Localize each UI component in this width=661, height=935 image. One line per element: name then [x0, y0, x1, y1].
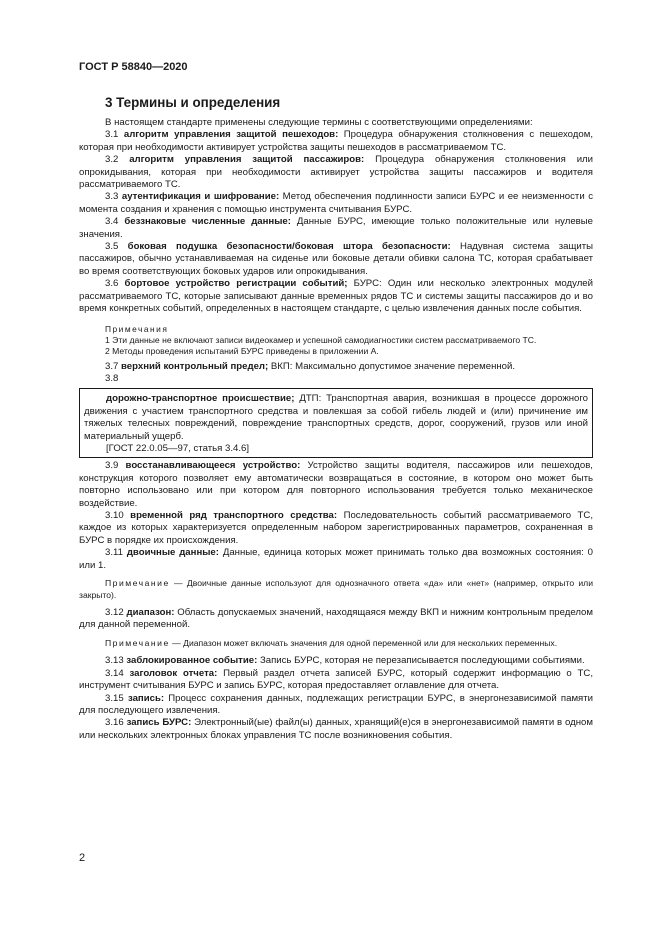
boxed-term — [79, 388, 593, 458]
terms-list-b — [79, 460, 593, 572]
term-3-9: 3.9 восстанавливающееся устройство: Устройство защиты водителя, пассажиров или пешеходов, конструкция которого позволяет ему автоматически возвращаться в состояние, в котором оно может быть повторно использовано или при котором для повторного использования требуется только механическое воздействие. — [79, 460, 593, 509]
term-3-3: 3.3 аутентификация и шифрование: Метод обеспечения подлинности записи БУРС и ее неизменности с момента создания и хранения с помощью инструмента считывания БУРС. — [79, 191, 593, 215]
term-3-5: 3.5 боковая подушка безопасности/боковая штора безопасности: Надувная система защиты пассажиров, обычно устанавливаемая на сиденье или боковые детали обивки салона ТС, которая срабатывает во время соответствующих боковых ударов или опрокидывания. — [79, 241, 593, 277]
term-3-11: 3.11 двоичные данные: Данные, единица которых может принимать только два возможных состояния: 0 или 1. — [79, 547, 593, 571]
section-title: 3 Термины и определения — [105, 95, 281, 110]
boxed-term-source: [ГОСТ 22.0.05—97, статья 3.4.6] — [106, 442, 249, 454]
term-3-10: 3.10 временной ряд транспортного средства: Последовательность событий рассматриваемого ТС, каждое из которых характеризуется определенным набором зарегистрированных параметров, сохраненная в БУРС в порядке их происхождения. — [79, 509, 593, 546]
term-3-16: 3.16 запись БУРС: Электронный(ые) файл(ы) данных, хранящий(е)ся в энергонезависимой памяти в одном или нескольких электронных блоках управления ТС после возникновения события. — [79, 717, 593, 741]
page-number: 2 — [79, 852, 86, 864]
term-3-7: 3.7 верхний контрольный предел; ВКП: Максимально допустимое значение переменной. — [105, 360, 516, 372]
terms-list-a — [79, 129, 593, 315]
notes-heading: Примечания — [105, 323, 169, 334]
intro-paragraph: В настоящем стандарте применены следующие термины с соответствующими определениями: — [105, 117, 533, 128]
note-item-2: 2 Методы проведения испытаний БУРС приведены в приложении А. — [105, 345, 379, 356]
term-3-4: 3.4 беззнаковые численные данные: Данные БУРС, имеющие только положительные или нулевые значения. — [79, 216, 594, 240]
note-range: Примечание — Диапазон может включать значения для одной переменной или для нескольких переменных. — [105, 637, 558, 648]
note-item-1: 1 Эти данные не включают записи видеокамер и успешной самодиагностики систем рассматриваемого ТС. — [105, 334, 537, 345]
terms-list-c — [79, 655, 593, 742]
term-3-1: 3.1 алгоритм управления защитой пешеходов: Процедура обнаружения столкновения с пешеходом, которая при необходимости активирует устройства защиты пешеходов в рассматриваемом ТС. — [79, 129, 593, 153]
term-3-2: 3.2 алгоритм управления защитой пассажиров: Процедура обнаружения столкновения или опрокидывания, которая при необходимости активирует устройства защиты пассажиров и водителя рассматриваемого ТС. — [79, 154, 594, 191]
term-3-13: 3.13 заблокированное событие: Запись БУРС, которая не перезаписывается последующими событиями. — [105, 655, 585, 667]
boxed-term-text: дорожно-транспортное происшествие; ДТП: Транспортная авария, возникшая в процессе дорожного движения с участием транспортного средства и повлекшая за собой гибель людей и (или) причинение им тяжелых телесных повреждений, повреждение транспортных средств, дорог, сооружений, грузов или иной материальный ущерб. — [84, 393, 588, 442]
boxed-term-number: 3.8 — [105, 372, 119, 384]
term-3-14: 3.14 заголовок отчета: Первый раздел отчета записей БУРС, который содержит информацию о ТС, инструмент считывания БУРС и запись БУРС, которая предоставляет оглавление для отчета. — [79, 667, 593, 692]
term-3-12: 3.12 диапазон: Область допускаемых значений, находящаяся между ВКП и нижним контрольным пределом для данной переменной. — [79, 607, 593, 631]
note-binary: Примечание — Двоичные данные используют для однозначного ответа «да» или «нет» (например, открыто или закрыто). — [79, 578, 593, 600]
term-3-15: 3.15 запись: Процесс сохранения данных, подлежащих регистрации БУРС, в энергонезависимой памяти для последующего извлечения. — [79, 692, 593, 716]
page-content — [79, 95, 593, 742]
standard-header: ГОСТ Р 58840—2020 — [79, 61, 188, 73]
term-3-6: 3.6 бортовое устройство регистрации событий; БУРС: Один или несколько электронных модулей рассматриваемого ТС, которые записывают данные временных рядов ТС и системы защиты пассажиров до и во время конкретных событий, определенных в настоящем стандарте, с целью извлечения данных после события. — [79, 278, 593, 315]
